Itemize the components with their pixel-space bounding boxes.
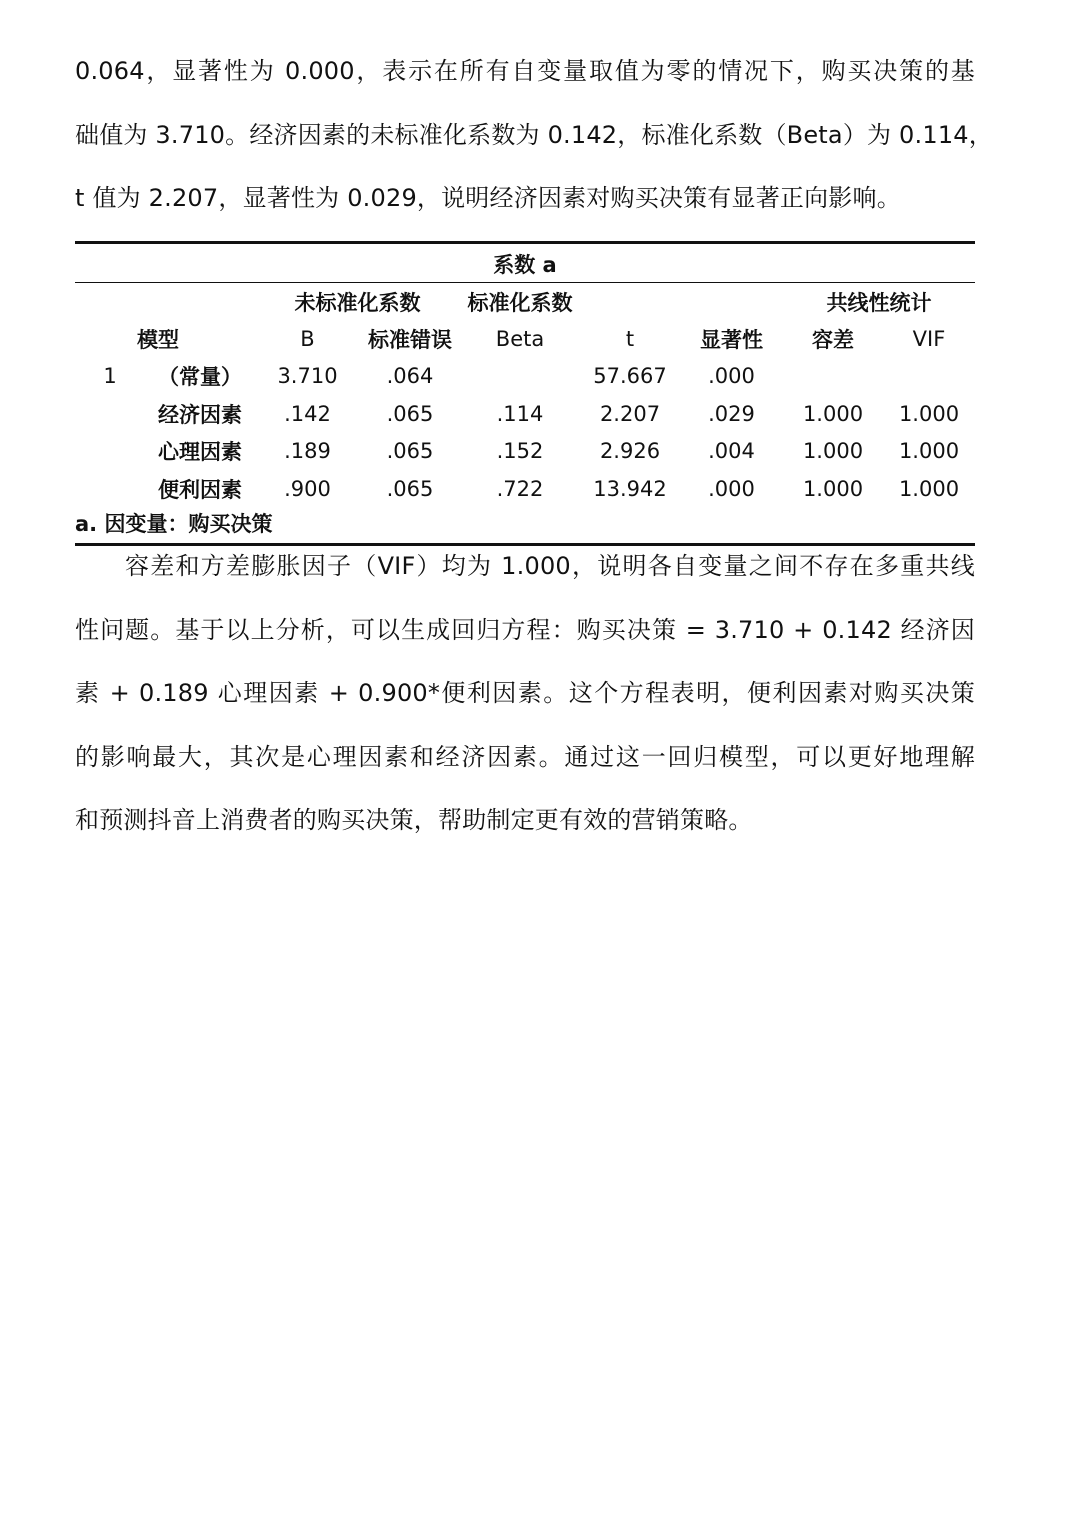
row-number: 1	[103, 364, 117, 389]
table-title: 系数 a	[493, 253, 557, 277]
cell-t: 2.207	[599, 401, 661, 426]
cell-se: .065	[386, 439, 434, 464]
cell-t: 57.667	[593, 364, 667, 389]
cell-t: 2.926	[599, 439, 661, 464]
column-header-row	[75, 320, 975, 357]
header-b: B	[300, 327, 315, 352]
cell-se: .065	[386, 401, 434, 426]
conclusion-line-2: 性问题。基于以上分析，可以生成回归方程：购买决策 = 3.710 + 0.142 经济因	[75, 615, 975, 644]
cell-tolerance: 1.000	[802, 401, 864, 426]
cell-b: .142	[284, 401, 331, 426]
coefficients-grid	[75, 283, 975, 507]
header-tolerance: 容差	[812, 328, 854, 353]
row-label: 便利因素	[158, 477, 242, 502]
table-row	[75, 433, 975, 470]
cell-beta: .722	[496, 476, 544, 501]
group-header-row	[75, 283, 975, 320]
header-unstandardized: 未标准化系数	[294, 290, 421, 315]
coefficients-table	[75, 241, 975, 546]
cell-sig: .004	[708, 439, 755, 464]
cell-beta	[460, 358, 580, 395]
conclusion-line-1: 容差和方差膨胀因子（VIF）均为 1.000，说明各自变量之间不存在多重共线	[125, 552, 975, 580]
conclusion-line-3: 素 + 0.189 心理因素 + 0.900*便利因素。这个方程表明，便利因素对购买决策	[75, 679, 975, 707]
cell-vif	[883, 358, 975, 395]
header-collinearity: 共线性统计	[826, 290, 932, 315]
header-standardized: 标准化系数	[467, 290, 573, 315]
header-vif: VIF	[912, 327, 946, 352]
row-number	[75, 395, 145, 432]
table-row	[75, 395, 975, 432]
intro-line-1: 0.064，显著性为 0.000，表示在所有自变量取值为零的情况下，购买决策的基	[75, 57, 975, 85]
row-label: 经济因素	[158, 402, 242, 427]
table-footnote: a. 因变量：购买决策	[75, 512, 273, 537]
header-beta: Beta	[495, 327, 545, 352]
conclusion-line-4: 的影响最大，其次是心理因素和经济因素。通过这一回归模型，可以更好地理解	[75, 742, 975, 771]
cell-sig: .000	[708, 364, 755, 389]
row-label: 心理因素	[158, 440, 242, 465]
intro-line-3: t 值为 2.207，显著性为 0.029，说明经济因素对购买决策有显著正向影响。	[75, 184, 901, 212]
intro-line-2: 础值为 3.710。经济因素的未标准化系数为 0.142，标准化系数（Beta）为 0.114，	[75, 120, 993, 149]
conclusion-line-5: 和预测抖音上消费者的购买决策，帮助制定更有效的营销策略。	[75, 806, 753, 834]
conclusion-paragraph	[75, 535, 975, 853]
header-sig: 显著性	[700, 328, 763, 353]
cell-sig: .000	[708, 476, 755, 501]
cell-tolerance	[783, 358, 883, 395]
table-row	[75, 358, 975, 395]
row-number	[75, 470, 145, 507]
cell-tolerance: 1.000	[802, 476, 864, 501]
table-row	[75, 470, 975, 507]
cell-se: .064	[386, 364, 434, 389]
cell-sig: .029	[708, 401, 755, 426]
cell-vif: 1.000	[898, 401, 960, 426]
header-std-error: 标准错误	[368, 328, 452, 353]
cell-tolerance: 1.000	[802, 439, 864, 464]
header-model: 模型	[137, 328, 179, 353]
header-t: t	[625, 327, 635, 352]
cell-beta: .114	[496, 401, 544, 426]
cell-se: .065	[386, 476, 434, 501]
cell-beta: .152	[496, 439, 544, 464]
row-number	[75, 433, 145, 470]
cell-b: .900	[284, 476, 331, 501]
intro-paragraph	[75, 0, 993, 231]
cell-vif: 1.000	[898, 439, 960, 464]
cell-b: 3.710	[277, 364, 338, 389]
cell-b: .189	[284, 439, 331, 464]
cell-vif: 1.000	[898, 476, 960, 501]
row-label: （常量）	[158, 365, 242, 390]
cell-t: 13.942	[593, 476, 667, 501]
